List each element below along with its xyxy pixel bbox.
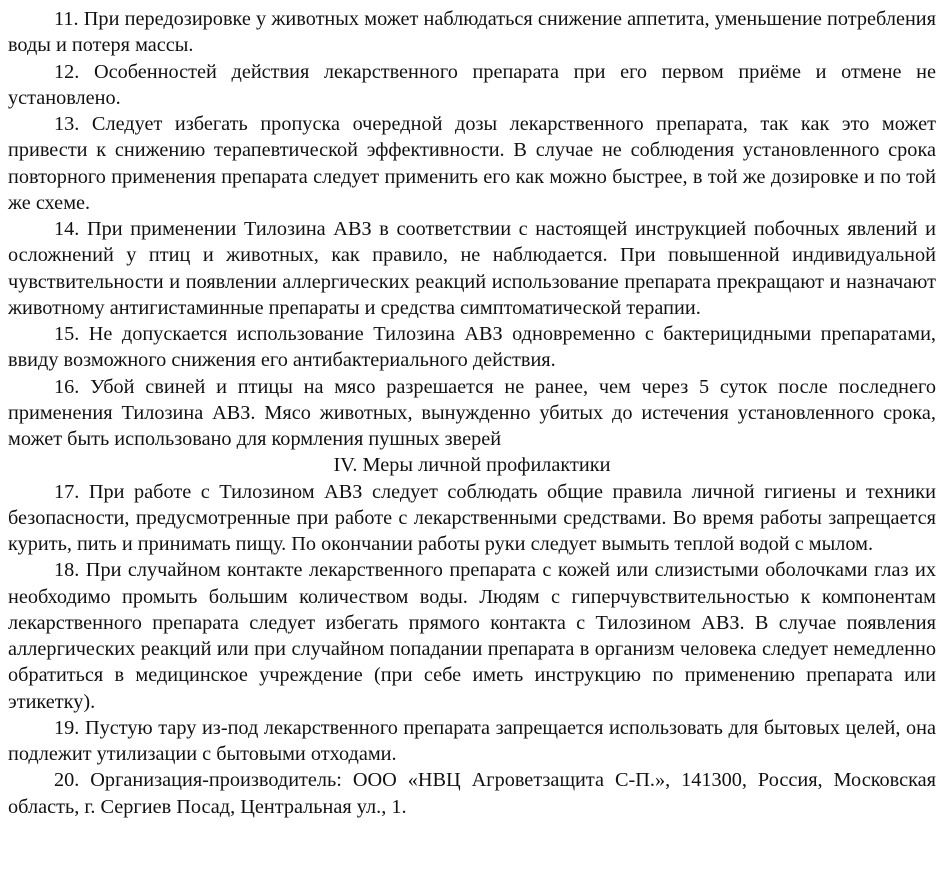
paragraph-20: 20. Организация-производитель: ООО «НВЦ Агроветзащита С-П.», 141300, Россия, Московская область, г. Сергиев Посад, Центральная ул., 1. xyxy=(8,769,936,818)
paragraph-18: 18. При случайном контакте лекарственного препарата с кожей или слизистыми оболочками глаз их необходимо промыть большим количеством воды. Людям с гиперчувствительностью к компонентам лекарственного препарата следует избегать прямого контакта с Тилозином АВЗ. В случае появления аллергических реакций или при случайном попадании препарата в организм человека следует немедленно обратиться в медицинское учреждение (при себе иметь инструкцию по применению препарата или этикетку). xyxy=(8,559,936,713)
paragraph-12: 12. Особенностей действия лекарственного препарата при его первом приёме и отмене не установлено. xyxy=(8,60,936,109)
section-heading: IV. Меры личной профилактики xyxy=(333,454,611,477)
document-page xyxy=(8,6,936,820)
paragraph-17: 17. При работе с Тилозином АВЗ следует соблюдать общие правила личной гигиены и техники безопасности, предусмотренные при работе с лекарственными средствами. Во время работы запрещается курить, пить и принимать пищу. По окончании работы руки следует вымыть теплой водой с мылом. xyxy=(8,480,936,555)
paragraph-16: 16. Убой свиней и птицы на мясо разрешается не ранее, чем через 5 суток после последнего применения Тилозина АВЗ. Мясо животных, вынужденно убитых до истечения установленного срока, может быть использовано для кормления пушных зверей xyxy=(8,375,936,450)
paragraph-11: 11. При передозировке у животных может наблюдаться снижение аппетита, уменьшение потребления воды и потеря массы. xyxy=(8,8,936,57)
paragraph-14: 14. При применении Тилозина АВЗ в соответствии с настоящей инструкцией побочных явлений и осложнений у птиц и животных, как правило, не наблюдается. При повышенной индивидуальной чувствительности и появлении аллергических реакций использование препарата прекращают и назначают животному антигистаминные препараты и средства симптоматической терапии. xyxy=(8,218,936,319)
paragraph-13: 13. Следует избегать пропуска очередной дозы лекарственного препарата, так как это может привести к снижению терапевтической эффективности. В случае не соблюдения установленного срока повторного применения препарата следует применить его как можно быстрее, в той же дозировке и по той же схеме. xyxy=(8,113,936,214)
paragraph-15: 15. Не допускается использование Тилозина АВЗ одновременно с бактерицидными препаратами, ввиду возможного снижения его антибактериального действия. xyxy=(8,323,936,372)
paragraph-19: 19. Пустую тару из-под лекарственного препарата запрещается использовать для бытовых целей, она подлежит утилизации с бытовыми отходами. xyxy=(8,716,936,765)
